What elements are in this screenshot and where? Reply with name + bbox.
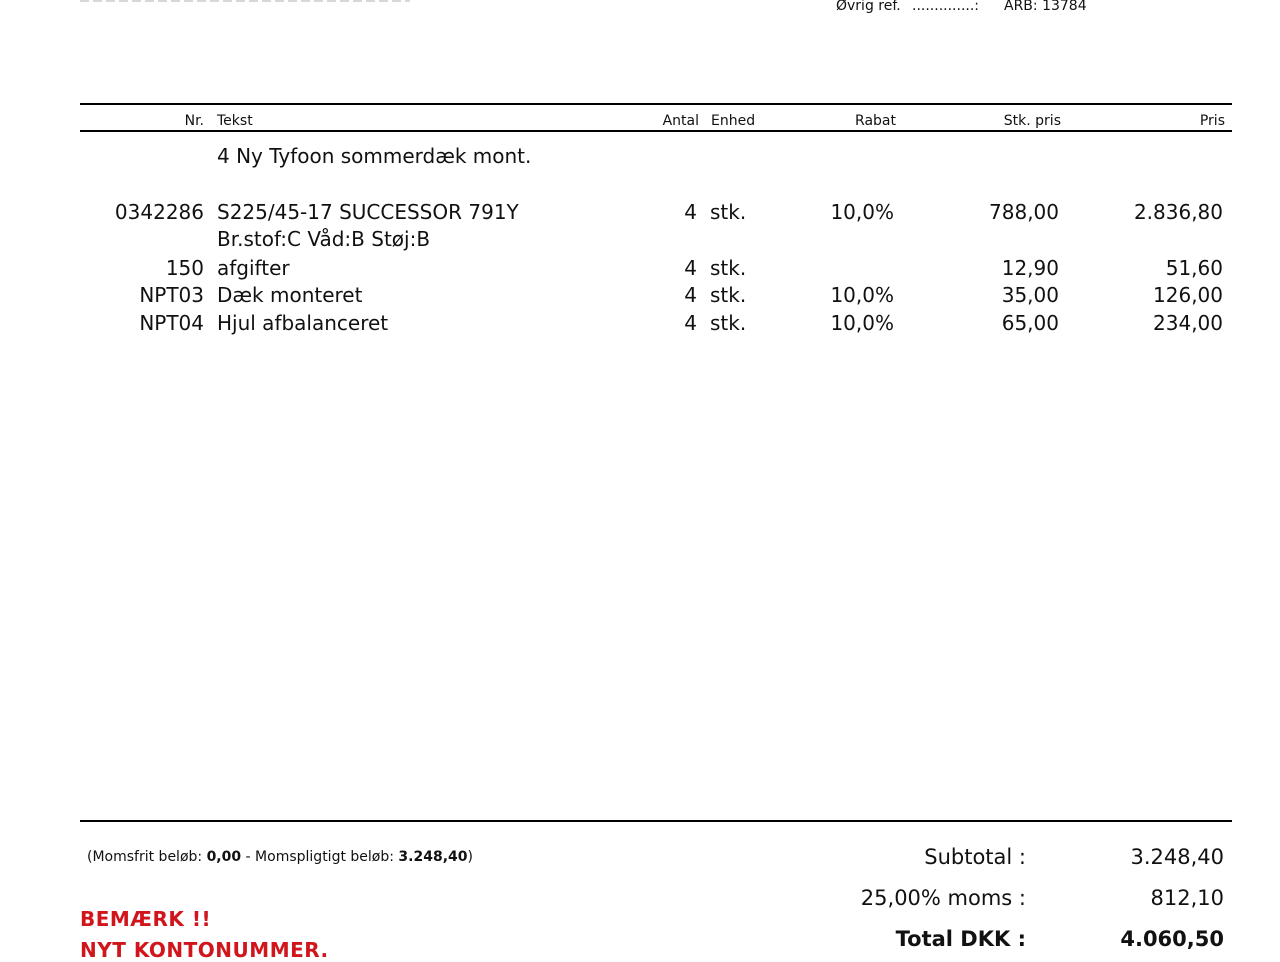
other-ref-dots: ..............: — [912, 0, 980, 14]
note-open: (Momsfrit beløb: — [87, 849, 207, 865]
item-qty: 4 — [684, 311, 697, 335]
item-nr: 150 — [165, 256, 204, 280]
item-unit: stk. — [710, 283, 747, 307]
item-unit: stk. — [710, 256, 747, 280]
item-text: Hjul afbalanceret — [217, 311, 389, 335]
table-row — [0, 283, 1280, 311]
warning-notice: BEMÆRK !! — [80, 907, 212, 931]
item-price: 51,60 — [1165, 256, 1223, 280]
item-unit-price: 12,90 — [1001, 256, 1059, 280]
col-antal: Antal — [662, 113, 699, 129]
note-close: ) — [467, 849, 473, 865]
item-qty: 4 — [684, 200, 697, 224]
col-rabat: Rabat — [855, 113, 896, 129]
other-ref-value: ARB: 13784 — [1004, 0, 1087, 14]
item-nr: 0342286 — [114, 200, 204, 224]
item-text: Br.stof:C Våd:B Støj:B — [217, 227, 431, 251]
item-unit-price: 65,00 — [1001, 311, 1059, 335]
item-nr: NPT04 — [139, 311, 204, 335]
item-nr: NPT03 — [139, 283, 204, 307]
table-row — [0, 200, 1280, 228]
item-price: 2.836,80 — [1133, 200, 1223, 224]
subtotal-label: Subtotal : — [924, 845, 1026, 869]
item-discount: 10,0% — [830, 200, 894, 224]
item-unit: stk. — [710, 311, 747, 335]
col-nr: Nr. — [184, 113, 204, 129]
item-unit-price: 35,00 — [1001, 283, 1059, 307]
col-stk-pris: Stk. pris — [1003, 113, 1061, 129]
item-text: S225/45-17 SUCCESSOR 791Y — [217, 200, 519, 224]
item-qty: 4 — [684, 283, 697, 307]
item-qty: 4 — [684, 256, 697, 280]
totals-rule — [80, 820, 1232, 822]
col-pris: Pris — [1199, 113, 1225, 129]
col-enhed: Enhed — [711, 113, 756, 129]
vat-label: 25,00% moms : — [860, 886, 1026, 910]
vat-breakdown-note — [87, 849, 473, 865]
item-text: Dæk monteret — [217, 283, 363, 307]
other-ref-label: Øvrig ref. — [836, 0, 901, 14]
cropped-header-text — [80, 0, 410, 2]
order-intro-text: 4 Ny Tyfoon sommerdæk mont. — [217, 144, 532, 168]
table-row — [0, 256, 1280, 284]
new-account-notice: NYT KONTONUMMER. — [80, 938, 329, 962]
table-header-rule — [80, 130, 1232, 132]
vat-value: 812,10 — [1150, 886, 1224, 910]
note-mid: - Momspligtigt beløb: — [241, 849, 399, 865]
total-label: Total DKK : — [895, 927, 1026, 951]
item-discount: 10,0% — [830, 311, 894, 335]
table-top-rule — [80, 103, 1232, 105]
momsfrit-value: 0,00 — [206, 849, 242, 865]
item-discount: 10,0% — [830, 283, 894, 307]
item-unit: stk. — [710, 200, 747, 224]
table-row — [0, 311, 1280, 339]
side-watermark — [1258, 168, 1270, 266]
total-value: 4.060,50 — [1120, 927, 1224, 951]
item-unit-price: 788,00 — [989, 200, 1059, 224]
momspligtigt-value: 3.248,40 — [398, 849, 468, 865]
item-price: 234,00 — [1153, 311, 1223, 335]
col-tekst: Tekst — [217, 113, 253, 129]
item-text: afgifter — [217, 256, 290, 280]
item-price: 126,00 — [1153, 283, 1223, 307]
table-row — [0, 227, 1280, 255]
subtotal-value: 3.248,40 — [1130, 845, 1224, 869]
